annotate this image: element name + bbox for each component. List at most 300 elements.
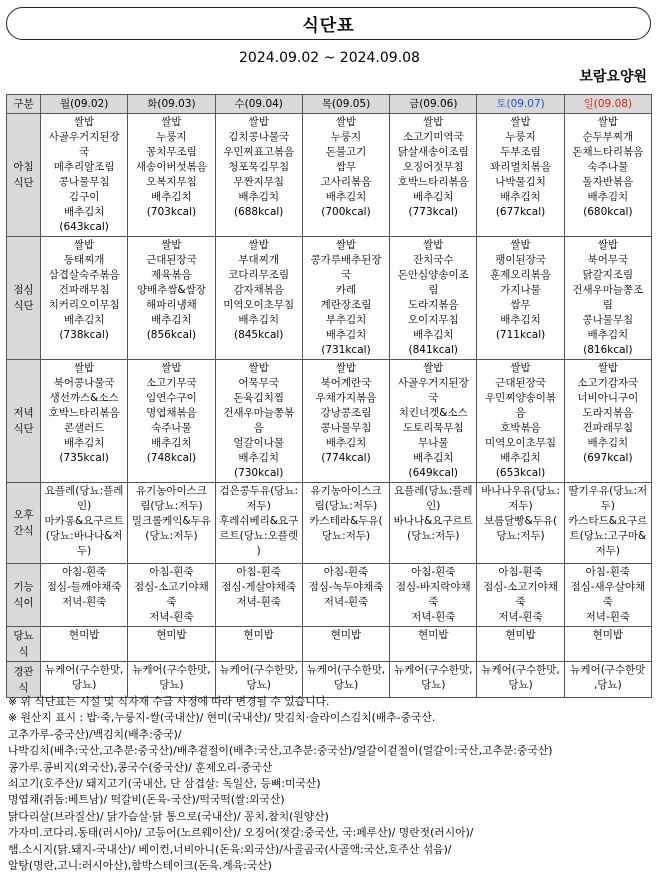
menu-item: 인) — [77, 500, 92, 512]
note-line: 닭다리살(브라질산)/ 닭가슴살·닭 통으로(국내산)/ 꽁치,참치(원양산) — [8, 809, 329, 823]
menu-cell — [41, 237, 128, 360]
menu-item: 현미밥 — [418, 629, 449, 641]
menu-item: (748kcal) — [146, 452, 197, 464]
menu-item: 새송이버섯볶음 — [135, 161, 207, 173]
menu-item: 임연수구이 — [146, 392, 197, 404]
note-line: 가자미.코다리.동태(러시아)/ 고등어(노르웨이산)/ 오징어(젓갈:중국산, 국:페루산)/ 명란젓(러시아)/ — [8, 826, 474, 840]
menu-item: 쌀밥 — [510, 239, 531, 251]
menu-item: 쌀밥 — [335, 116, 357, 128]
menu-item: 밀크롤케익&두유 — [131, 515, 212, 527]
menu-item: 현미밥 — [330, 629, 362, 641]
page-title: 식단표 — [302, 16, 355, 36]
menu-item: 두) — [600, 500, 615, 512]
menu-item: 쌀밥 — [248, 116, 269, 128]
menu-cell — [564, 662, 651, 698]
menu-item: 아침-흰죽 — [61, 566, 107, 578]
menu-item: 요플레(당뇨:플레 — [393, 485, 473, 497]
menu-cell — [390, 360, 477, 483]
menu-item: 뉴케어(구수한맛, — [219, 664, 298, 676]
menu-item: 훈제오리볶음 — [490, 269, 551, 281]
menu-item: 인) — [426, 500, 441, 512]
row-label-line: 경관 — [13, 665, 34, 678]
menu-cell — [390, 483, 477, 564]
menu-cell — [41, 360, 128, 483]
menu-item: 아침-흰죽 — [498, 566, 543, 578]
menu-body — [7, 114, 652, 698]
meal-row — [7, 564, 652, 627]
menu-item: 배추김치 — [151, 314, 192, 326]
meal-row-label — [7, 564, 41, 627]
menu-item: 점심-바지락야채 — [395, 581, 471, 593]
meal-row-label — [7, 627, 41, 662]
menu-item: 쌀밥 — [423, 239, 444, 251]
note-line: 고추가루-중국산)/백김치(배추:중국)/ — [8, 727, 182, 741]
menu-item: 국 — [428, 392, 439, 404]
menu-item: 쌀밥 — [161, 362, 182, 374]
menu-cell — [564, 360, 651, 483]
menu-item: 림 — [428, 284, 439, 296]
menu-item: 코다리무조림 — [228, 269, 290, 281]
menu-item: 우민찌표고볶음 — [223, 146, 295, 158]
menu-item: 국 — [340, 269, 352, 281]
menu-item: 바나나우유(당뇨: — [481, 485, 560, 497]
menu-cell — [302, 483, 389, 564]
menu-item: 숙주나물 — [587, 161, 629, 173]
menu-item: 배추김치 — [325, 329, 367, 341]
menu-item: 오이지무침 — [407, 314, 459, 326]
menu-item: 두) — [77, 545, 92, 557]
menu-item: (856kcal) — [146, 329, 197, 341]
menu-item: 닭갈지조림 — [582, 269, 634, 281]
menu-item: 점심-녹두야채죽 — [308, 581, 384, 593]
page-title-box — [6, 7, 651, 40]
note-line: 햄.소시지(닭.돼지-국내산)/ 베이컨,너비아니(돈육:외국산)/사골곰국(사골액:국산,호주산 섞음)/ — [8, 842, 452, 856]
menu-cell — [128, 360, 215, 483]
menu-item: 근대된장국 — [146, 254, 197, 266]
meal-row-label — [7, 114, 41, 237]
row-label-line: 간식 — [13, 525, 34, 537]
menu-cell — [302, 564, 389, 627]
menu-item: 쌀밥 — [597, 239, 618, 251]
menu-item: (688kcal) — [233, 206, 284, 218]
menu-item: 어묵무국 — [238, 377, 279, 389]
menu-item: 죽 — [515, 596, 526, 608]
menu-item: 쌀밥 — [73, 239, 95, 251]
menu-item: 배추김치 — [500, 452, 541, 464]
menu-cell — [128, 662, 215, 698]
menu-item: 배추김치 — [325, 191, 367, 203]
menu-item: 배추김치 — [500, 314, 541, 326]
menu-item: 배추김치 — [63, 437, 105, 449]
menu-cell — [302, 662, 389, 698]
menu-item: 림 — [602, 299, 613, 311]
row-label-line: 식 — [18, 681, 29, 694]
menu-item: 부추김치 — [325, 314, 367, 326]
day-header: 월(09.02) — [41, 95, 128, 114]
note-line: ※ 위 식단표는 시설 및 식자재 수급 사정에 따라 변경될 수 있습니다. — [8, 695, 330, 708]
menu-cell — [477, 627, 564, 662]
menu-cell — [564, 237, 651, 360]
menu-item: 요플레(당뇨:플레 — [44, 485, 124, 497]
menu-item: 치커리오이무침 — [48, 299, 120, 311]
date-range: 2024.09.02 ~ 2024.09.08 — [239, 50, 420, 66]
menu-item: (653kcal) — [495, 467, 546, 479]
menu-item: 메추리알조림 — [53, 161, 115, 173]
menu-cell — [128, 237, 215, 360]
menu-item: 쌀밥 — [161, 116, 182, 128]
menu-item: (680kcal) — [583, 206, 633, 218]
menu-item: 현미밥 — [592, 629, 624, 641]
menu-item: 부대찌개 — [238, 254, 279, 266]
menu-item: 누룽지 — [330, 131, 362, 143]
menu-item: 무나물 — [418, 437, 449, 449]
menu-item: 돈채느타리볶음 — [572, 146, 644, 158]
note-line: 쇠고기(호주산)/ 돼지고기(국내산, 단 삼겹살: 독일산, 등뼈:미국산) — [8, 777, 321, 791]
menu-item: 배추김치 — [63, 206, 105, 218]
meal-row — [7, 627, 652, 662]
menu-item: 얼갈이나물 — [233, 437, 285, 449]
note-line: 알탕(명란,고니:러시아산),함박스테이크(돈육.계육:국산) — [8, 859, 272, 873]
menu-item: 당뇨) — [508, 679, 533, 691]
menu-item: 당뇨) — [333, 679, 359, 691]
menu-cell — [215, 483, 302, 564]
menu-item: 무짠지무침 — [233, 176, 285, 188]
menu-item: 쌀밥 — [73, 116, 95, 128]
menu-item: 후레쉬베리&요구 — [219, 515, 299, 527]
menu-item: 돌자반볶음 — [582, 176, 634, 188]
menu-item: (730kcal) — [233, 467, 284, 479]
menu-item: 쌀밥 — [597, 362, 618, 374]
menu-item: 북어무국 — [587, 254, 629, 266]
menu-item: 저녁-흰죽 — [61, 596, 107, 608]
menu-item: 트(당뇨:고구마& — [569, 530, 647, 542]
menu-item: 유기농아이스크 — [135, 485, 207, 497]
menu-cell — [215, 627, 302, 662]
menu-item: (774kcal) — [321, 452, 371, 464]
menu-item: 건새우마늘쫑조 — [572, 284, 644, 296]
menu-item: 보름달빵&두유( — [483, 515, 558, 527]
menu-item: 죽 — [428, 596, 439, 608]
menu-item: 뉴케어(구수한맛, — [306, 664, 386, 676]
menu-item: 국 — [79, 146, 90, 158]
menu-item: 제육볶음 — [151, 269, 192, 281]
menu-item: 명엽채볶음 — [146, 407, 197, 419]
row-label-line: 식단 — [13, 423, 34, 435]
menu-item: 배추김치 — [587, 191, 629, 203]
menu-item: 죽 — [602, 596, 613, 608]
menu-item: 배추김치 — [151, 191, 192, 203]
menu-item: 배추김치 — [238, 191, 279, 203]
menu-item: 계란장조림 — [320, 299, 372, 311]
menu-item: 쌀밥 — [335, 362, 357, 374]
menu-item: 음 — [253, 422, 264, 434]
menu-cell — [41, 483, 128, 564]
menu-item: 딸기우유(당뇨:저 — [568, 485, 648, 497]
menu-item: 저녁-흰죽 — [498, 611, 543, 623]
menu-item: 두부조림 — [500, 146, 541, 158]
menu-item: 배추김치 — [63, 314, 105, 326]
menu-item: 쌀밥 — [248, 362, 269, 374]
menu-cell — [302, 237, 389, 360]
menu-item: 김치콩나물국 — [228, 131, 290, 143]
menu-item: 숙주나물 — [151, 422, 192, 434]
menu-item: 저녁-흰죽 — [149, 611, 194, 623]
menu-item: 당뇨) — [246, 679, 271, 691]
notes-section — [8, 694, 653, 874]
menu-item: 꽈리멸치볶음 — [490, 161, 551, 173]
menu-item: 해파리냉채 — [146, 299, 197, 311]
menu-cell — [390, 237, 477, 360]
menu-cell — [41, 662, 128, 698]
menu-item: 점심-들깨야채죽 — [46, 581, 122, 593]
menu-item: 건파래무침 — [582, 422, 634, 434]
day-header: 토(09.07) — [477, 95, 564, 114]
menu-item: 현미밥 — [68, 629, 100, 641]
day-header: 수(09.04) — [215, 95, 302, 114]
menu-item: 쌀밥 — [423, 362, 444, 374]
note-line: 나박김치(배추:국산,고추분:중국산)/배추겉절이(배추:국산,고추분:중국산)/얼갈이겉절이(얼갈이:국산,고추분:중국산) — [8, 744, 553, 758]
menu-cell — [477, 360, 564, 483]
meal-row — [7, 237, 652, 360]
menu-item: 돈불고기 — [325, 146, 367, 158]
menu-item: 쌈무 — [510, 299, 531, 311]
menu-item: 닭살새송이조림 — [397, 146, 469, 158]
menu-item: 점심-게살야채죽 — [221, 581, 297, 593]
menu-cell — [477, 483, 564, 564]
menu-item: 배추김치 — [587, 329, 629, 341]
meal-row-label — [7, 360, 41, 483]
menu-item: 저두) — [595, 545, 621, 557]
menu-item: 배추김치 — [412, 329, 454, 341]
meal-row-label — [7, 483, 41, 564]
menu-item: 당뇨) — [71, 679, 97, 691]
menu-item: 저녁-흰죽 — [411, 611, 456, 623]
menu-item: 나박물김치 — [495, 176, 546, 188]
menu-item: 뉴케어(구수한맛, — [44, 664, 124, 676]
menu-item: 호박느타리볶음 — [397, 176, 469, 188]
menu-cell — [564, 483, 651, 564]
menu-item: 저두) — [246, 500, 271, 512]
meal-row-label — [7, 237, 41, 360]
menu-item: 오복지무침 — [146, 176, 197, 188]
menu-item: 사골우거지된장 — [397, 377, 469, 389]
menu-cell — [41, 114, 128, 237]
menu-cell — [302, 360, 389, 483]
day-header: 화(09.03) — [128, 95, 215, 114]
menu-item: 당뇨) — [159, 679, 184, 691]
menu-item: 쌀밥 — [510, 116, 531, 128]
menu-item: 쌀밥 — [423, 116, 444, 128]
note-line: 콩가루.콩비지(외국산),콩국수(중국산)/ 훈제오리-중국산 — [8, 760, 273, 774]
menu-item: 꽁치무조림 — [146, 146, 197, 158]
menu-item: 근대된장국 — [495, 377, 546, 389]
row-label-line: 식단 — [13, 300, 34, 312]
menu-item: 우채가지볶음 — [315, 392, 377, 404]
menu-item: 소고기미역국 — [402, 131, 464, 143]
menu-item: ) — [256, 545, 261, 557]
menu-item: 북어콩나물국 — [53, 377, 115, 389]
row-label-line: 식이 — [13, 597, 34, 609]
menu-item: 강낭콩조림 — [320, 407, 372, 419]
menu-item: 건새우마늘쫑볶 — [223, 407, 295, 419]
day-header: 일(09.08) — [564, 95, 651, 114]
menu-item: 림(당뇨:저두) — [314, 500, 378, 512]
menu-item: 배추김치 — [412, 452, 454, 464]
menu-item: 아침-흰죽 — [585, 566, 631, 578]
menu-item: 사골우거지된장 — [48, 131, 120, 143]
menu-item: 도라지볶음 — [582, 407, 634, 419]
menu-item: 도토리묵무침 — [402, 422, 464, 434]
menu-item: (711kcal) — [495, 329, 546, 341]
menu-item: 쌀밥 — [73, 362, 95, 374]
menu-item: 뉴케어(구수한맛, — [132, 664, 211, 676]
menu-cell — [390, 564, 477, 627]
menu-item: 미역오이초무침 — [485, 437, 557, 449]
table-header-row — [7, 95, 652, 114]
menu-item: (845kcal) — [233, 329, 284, 341]
menu-item: 음 — [515, 407, 526, 419]
menu-item: 가지나물 — [500, 284, 541, 296]
menu-item: 돈안심양송이조 — [397, 269, 469, 281]
menu-item: 바나나&요구르트 — [393, 515, 473, 527]
menu-item: 콘샐러드 — [63, 422, 105, 434]
menu-item: 치킨너겟&소스 — [398, 407, 468, 419]
menu-item: 양배추쌈&쌈장 — [136, 284, 206, 296]
menu-cell — [41, 627, 128, 662]
menu-item: (당뇨:저두) — [145, 530, 198, 542]
menu-item: 쌀밥 — [248, 239, 269, 251]
menu-item: 호박느타리볶음 — [48, 407, 120, 419]
menu-cell — [128, 483, 215, 564]
facility-name: 보람요양원 — [579, 69, 647, 85]
menu-item: 고사리볶음 — [320, 176, 372, 188]
menu-item: 미역오이초무침 — [223, 299, 295, 311]
menu-item: ,당뇨) — [593, 679, 622, 691]
menu-item: 팽이된장국 — [495, 254, 546, 266]
row-label-line: 점심 — [13, 284, 34, 296]
menu-item: 당뇨) — [421, 679, 446, 691]
corner-header: 구분 — [7, 95, 41, 114]
menu-item: 카레 — [335, 284, 357, 296]
menu-item: (703kcal) — [146, 206, 197, 218]
menu-item: 현미밥 — [505, 629, 536, 641]
row-label-line: 아침 — [13, 161, 34, 173]
menu-item: 마카롱&요구르트 — [44, 515, 124, 527]
menu-item: 청포묵김무침 — [228, 161, 290, 173]
menu-item: 잔치국수 — [412, 254, 454, 266]
menu-cell — [477, 564, 564, 627]
menu-cell — [390, 627, 477, 662]
menu-item: (738kcal) — [59, 329, 109, 341]
menu-item: 르트(당뇨:오플렛 — [219, 530, 299, 542]
menu-item: 호박볶음 — [500, 422, 541, 434]
menu-cell — [564, 564, 651, 627]
menu-item: 누룽지 — [505, 131, 536, 143]
menu-cell — [215, 237, 302, 360]
menu-cell — [128, 627, 215, 662]
menu-item: (당뇨:저두) — [407, 530, 460, 542]
menu-item: (649kcal) — [408, 467, 458, 479]
menu-item: 배추김치 — [587, 437, 629, 449]
meal-row — [7, 662, 652, 698]
menu-item: 누룽지 — [156, 131, 187, 143]
menu-item: (773kcal) — [408, 206, 458, 218]
menu-item: 콩가루배추된장 — [310, 254, 382, 266]
menu-item: 뉴케어(구수한맛, — [394, 664, 473, 676]
menu-item: (816kcal) — [583, 344, 633, 356]
day-header: 목(09.05) — [302, 95, 389, 114]
row-label-line: 기능 — [13, 581, 34, 593]
menu-cell — [215, 662, 302, 698]
menu-item: 점심-소고기야채 — [134, 581, 209, 593]
menu-item: 쌀밥 — [161, 239, 182, 251]
menu-item: 쌈무 — [335, 161, 357, 173]
menu-cell — [128, 114, 215, 237]
menu-item: 북어계란국 — [320, 377, 372, 389]
row-label-line: 저녁 — [13, 407, 34, 419]
menu-item: 아침-흰죽 — [411, 566, 456, 578]
menu-item: 현미밥 — [156, 629, 187, 641]
menu-cell — [564, 627, 651, 662]
meal-row — [7, 114, 652, 237]
menu-item: 아침-흰죽 — [323, 566, 369, 578]
menu-item: 건파래무침 — [58, 284, 110, 296]
menu-item: 우민찌양송이볶 — [485, 392, 557, 404]
menu-item: 당뇨:저두) — [496, 530, 545, 542]
menu-item: 아침-흰죽 — [149, 566, 194, 578]
menu-item: 배추김치 — [412, 191, 454, 203]
menu-item: 쌀밥 — [335, 239, 357, 251]
meal-row — [7, 360, 652, 483]
menu-item: 너비아니구이 — [577, 392, 639, 404]
menu-item: 뉴케어(구수한맛 — [570, 664, 646, 676]
menu-item: 배추김치 — [500, 191, 541, 203]
row-label-line: 식 — [18, 646, 29, 658]
menu-item: 콩나물무침 — [582, 314, 634, 326]
menu-cell — [390, 662, 477, 698]
menu-item: 배추김치 — [238, 452, 279, 464]
menu-item: 소고기감자국 — [577, 377, 639, 389]
menu-item: 돈육김치찜 — [233, 392, 285, 404]
menu-item: 점심-새우살야채 — [570, 581, 646, 593]
menu-item: 현미밥 — [243, 629, 274, 641]
menu-item: 배추김치 — [325, 437, 367, 449]
menu-item: 콩나물무침 — [320, 422, 372, 434]
menu-cell — [564, 114, 651, 237]
menu-item: 카스타드&요구르 — [568, 515, 648, 527]
menu-cell — [302, 627, 389, 662]
menu-cell — [215, 114, 302, 237]
menu-item: 오징어젓무침 — [402, 161, 464, 173]
menu-item: 소고기무국 — [146, 377, 197, 389]
menu-item: 림(당뇨:저두) — [140, 500, 203, 512]
menu-cell — [477, 662, 564, 698]
menu-item: 점심-소고기야채 — [483, 581, 558, 593]
row-label-line: 식단 — [13, 177, 34, 189]
menu-item: 쌀밥 — [597, 116, 618, 128]
menu-item: (당뇨:바나나&저 — [45, 530, 123, 542]
menu-item: 저녁-흰죽 — [585, 611, 631, 623]
menu-item: (697kcal) — [583, 452, 633, 464]
menu-cell — [477, 237, 564, 360]
menu-item: (841kcal) — [408, 344, 458, 356]
row-label-line: 오후 — [13, 509, 34, 521]
menu-cell — [390, 114, 477, 237]
menu-item: (731kcal) — [321, 344, 371, 356]
menu-item: (700kcal) — [321, 206, 371, 218]
menu-cell — [215, 360, 302, 483]
menu-cell — [128, 564, 215, 627]
